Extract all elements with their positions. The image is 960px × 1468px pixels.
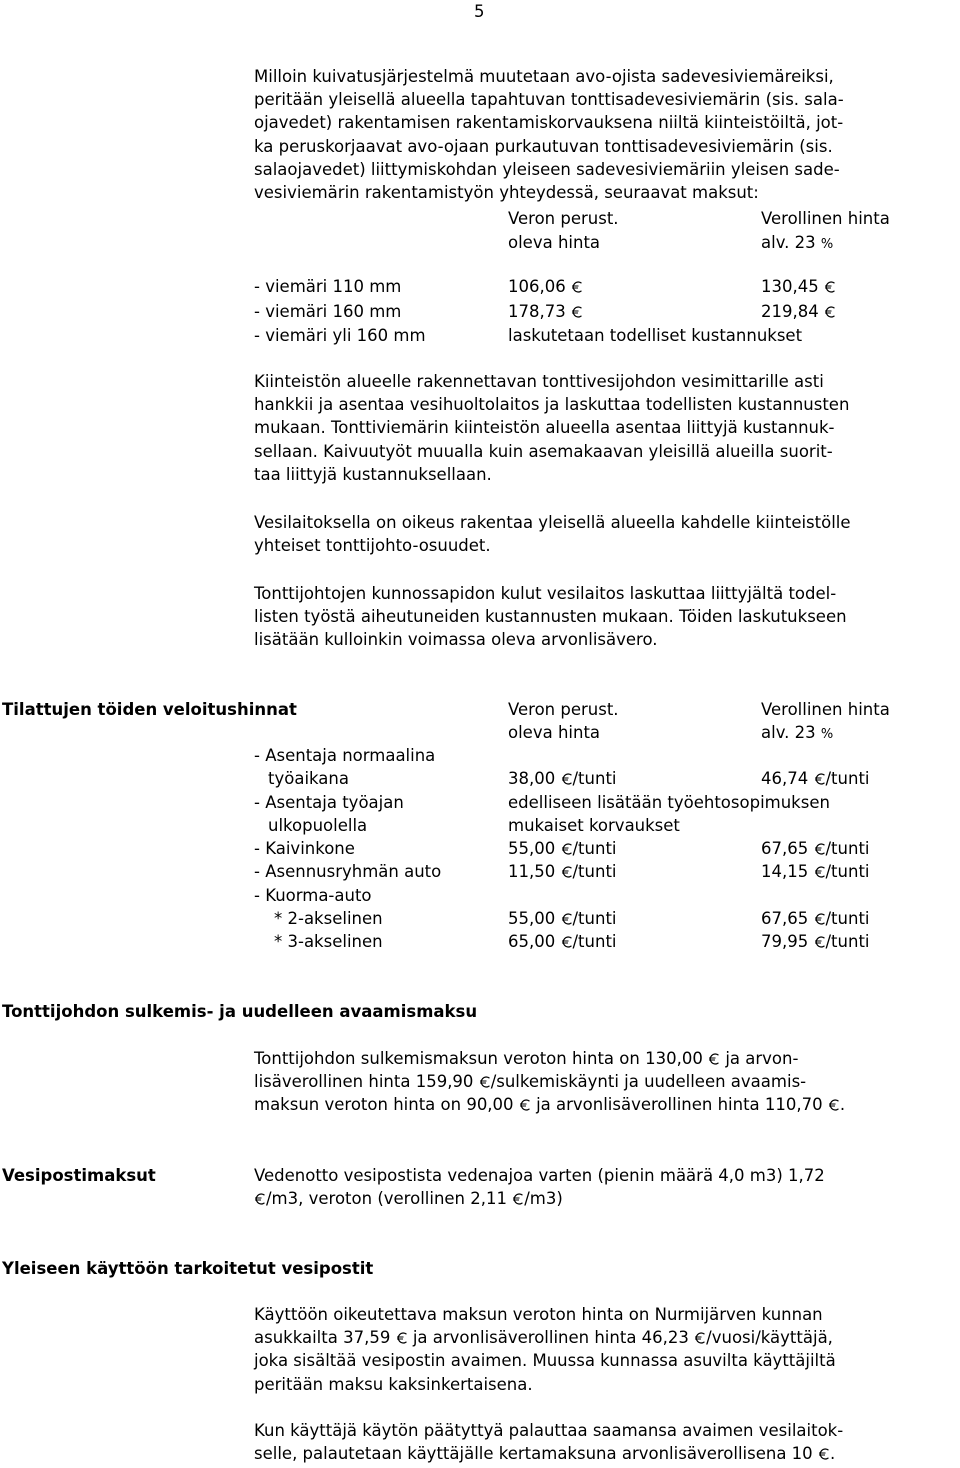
euro-sign-icon: [561, 866, 573, 878]
text-span: ja arvon-: [725, 1049, 799, 1068]
text-span: asukkailta 37,59: [254, 1328, 391, 1348]
row-label: ulkopuolella: [268, 816, 368, 835]
price-value: 38,00: [508, 769, 556, 788]
text-span: ja arvonlisäverollinen hinta 110,70: [536, 1095, 823, 1115]
euro-sign-icon: [694, 1332, 706, 1344]
column-header-vat: [761, 231, 833, 256]
price-net: [508, 907, 617, 930]
text-span: lisäverollinen hinta 159,90: [254, 1072, 474, 1092]
price-gross: [761, 275, 836, 298]
price-value: 55,00: [508, 839, 556, 858]
euro-sign-icon: [708, 1053, 720, 1065]
public-posts-paragraph-2: [254, 1419, 960, 1465]
text-span: /m3, veroton (verollinen 2,11: [266, 1189, 507, 1209]
euro-sign-icon: [479, 1076, 491, 1088]
price-value: 130,45: [761, 277, 819, 296]
shared-connection-paragraph: [254, 511, 960, 557]
text-line: sellaan. Kaivuutyöt muualla kuin asemakaavan yleisillä alueilla suorit-: [254, 441, 833, 461]
column-header-gross: Verollinen hinta: [761, 209, 890, 228]
section-heading: Tonttijohdon sulkemis- ja uudelleen avaamismaksu: [2, 1002, 478, 1021]
column-header-vat: [761, 721, 833, 746]
row-note: laskutetaan todelliset kustannukset: [508, 326, 803, 345]
text-span: /vuosi/käyttäjä,: [706, 1328, 833, 1348]
euro-sign-icon: [814, 913, 826, 925]
text-line: [254, 1326, 960, 1349]
water-post-paragraph: [254, 1164, 960, 1210]
price-value: 65,00: [508, 932, 556, 951]
page-number: 5: [474, 2, 485, 21]
unit-label: /tunti: [825, 862, 870, 881]
row-note: edelliseen lisätään työehtosopimuksen: [508, 793, 830, 812]
text-span: Tonttijohdon sulkemismaksun veroton hinta on 130,00: [254, 1049, 703, 1068]
text-line: Kiinteistön alueelle rakennettavan tonttivesijohdon vesimittarille asti: [254, 372, 824, 391]
row-label: - viemäri yli 160 mm: [254, 326, 426, 345]
price-value: 55,00: [508, 909, 556, 928]
text-line: [254, 1070, 960, 1093]
row-note: mukaiset korvaukset: [508, 816, 680, 835]
meter-paragraph: [254, 370, 960, 486]
euro-sign-icon: [254, 1193, 266, 1205]
text-span: .: [839, 1095, 846, 1115]
percent-sign: %: [820, 727, 834, 742]
text-span: selle, palautetaan käyttäjälle kertamaksuna arvonlisäverollisena 10: [254, 1444, 813, 1464]
text-span: /m3): [524, 1189, 563, 1209]
euro-sign-icon: [828, 1099, 840, 1111]
column-header-net-sub: oleva hinta: [508, 723, 601, 742]
row-label: * 3-akselinen: [274, 932, 383, 951]
euro-sign-icon: [396, 1332, 408, 1344]
text-line: yhteiset tonttijohto-osuudet.: [254, 536, 491, 556]
price-value: 46,74: [761, 769, 809, 788]
text-line: [254, 1442, 960, 1465]
vat-label: alv. 23: [761, 233, 816, 252]
unit-label: /tunti: [572, 769, 617, 788]
price-net: [508, 930, 617, 953]
closure-paragraph: [254, 1047, 960, 1117]
price-net: [508, 300, 583, 323]
section-heading: Vesipostimaksut: [2, 1166, 156, 1185]
price-value: 178,73: [508, 302, 566, 321]
text-span: /sulkemiskäynti ja uudelleen avaamis-: [490, 1072, 807, 1092]
unit-label: /tunti: [825, 839, 870, 858]
euro-sign-icon: [571, 281, 583, 293]
maintenance-paragraph: [254, 582, 960, 652]
section-heading: Tilattujen töiden veloitushinnat: [2, 700, 297, 719]
row-label: - viemäri 110 mm: [254, 277, 402, 296]
text-line: ojavedet) rakentamisen rakentamiskorvauksena niiltä kiinteistöiltä, jot-: [254, 113, 844, 133]
price-gross: [761, 837, 870, 860]
price-net: [508, 767, 617, 790]
unit-label: /tunti: [825, 769, 870, 788]
price-value: 219,84: [761, 302, 819, 321]
euro-sign-icon: [561, 936, 573, 948]
euro-sign-icon: [519, 1099, 531, 1111]
text-span: ja arvonlisäverollinen hinta 46,23: [412, 1328, 689, 1348]
euro-sign-icon: [561, 773, 573, 785]
price-value: 106,06: [508, 277, 566, 296]
text-line: [254, 1187, 960, 1210]
price-net: [508, 275, 583, 298]
price-value: 11,50: [508, 862, 556, 881]
unit-label: /tunti: [572, 932, 617, 951]
euro-sign-icon: [818, 1448, 830, 1460]
price-gross: [761, 767, 870, 790]
text-line: peritään maksu kaksinkertaisena.: [254, 1374, 533, 1394]
text-line: peritään yleisellä alueella tapahtuvan tonttisadevesiviemärin (sis. sala-: [254, 90, 844, 110]
euro-sign-icon: [814, 866, 826, 878]
unit-label: /tunti: [572, 909, 617, 928]
euro-sign-icon: [571, 306, 583, 318]
text-line: lisätään kulloinkin voimassa oleva arvonlisävero.: [254, 630, 658, 650]
euro-sign-icon: [824, 281, 836, 293]
price-value: 14,15: [761, 862, 809, 881]
euro-sign-icon: [814, 843, 826, 855]
text-line: vesiviemärin rakentamistyön yhteydessä, seuraavat maksut:: [254, 183, 759, 203]
text-line: [254, 1093, 960, 1116]
price-net: [508, 837, 617, 860]
text-line: Vesilaitoksella on oikeus rakentaa yleisellä alueella kahdelle kiinteistölle: [254, 513, 851, 532]
unit-label: /tunti: [825, 909, 870, 928]
public-posts-paragraph-1: [254, 1303, 960, 1396]
text-line: [254, 1047, 960, 1070]
price-value: 67,65: [761, 909, 809, 928]
text-line: listen työstä aiheutuneiden kustannusten mukaan. Töiden laskutukseen: [254, 607, 847, 627]
price-gross: [761, 930, 870, 953]
euro-sign-icon: [561, 843, 573, 855]
euro-sign-icon: [814, 773, 826, 785]
euro-sign-icon: [814, 936, 826, 948]
row-label: - Asennusryhmän auto: [254, 862, 442, 881]
text-line: taa liittyjä kustannuksellaan.: [254, 464, 492, 484]
text-line: Kun käyttäjä käytön päätyttyä palauttaa saamansa avaimen vesilaitok-: [254, 1421, 844, 1440]
section-heading: Yleiseen käyttöön tarkoitetut vesipostit: [2, 1259, 374, 1278]
price-value: 67,65: [761, 839, 809, 858]
column-header-net: Veron perust.: [508, 209, 619, 228]
row-label: * 2-akselinen: [274, 909, 383, 928]
row-label: - Kuorma-auto: [254, 886, 372, 905]
row-label: työaikana: [268, 769, 349, 788]
row-label: - Asentaja normaalina: [254, 746, 436, 765]
text-line: hankkii ja asentaa vesihuoltolaitos ja laskuttaa todellisten kustannusten: [254, 395, 850, 415]
text-line: joka sisältää vesipostin avaimen. Muussa kunnassa asuvilta käyttäjiltä: [254, 1351, 836, 1371]
row-label: - viemäri 160 mm: [254, 302, 402, 321]
price-gross: [761, 860, 870, 883]
column-header-net-sub: oleva hinta: [508, 233, 601, 252]
euro-sign-icon: [512, 1193, 524, 1205]
row-label: - Kaivinkone: [254, 839, 355, 858]
text-line: mukaan. Tonttiviemärin kiinteistön alueella asentaa liittyjä kustannuk-: [254, 418, 835, 438]
price-value: 79,95: [761, 932, 809, 951]
price-gross: [761, 300, 836, 323]
unit-label: /tunti: [572, 862, 617, 881]
row-label: - Asentaja työajan: [254, 793, 404, 812]
price-gross: [761, 907, 870, 930]
text-line: Käyttöön oikeutettava maksun veroton hinta on Nurmijärven kunnan: [254, 1305, 823, 1324]
euro-sign-icon: [561, 913, 573, 925]
intro-paragraph: [254, 65, 960, 204]
vat-label: alv. 23: [761, 723, 816, 742]
text-line: Tonttijohtojen kunnossapidon kulut vesilaitos laskuttaa liittyjältä todel-: [254, 584, 837, 603]
text-line: ka peruskorjaavat avo-ojaan purkautuvan tonttisadevesiviemärin (sis.: [254, 136, 833, 156]
unit-label: /tunti: [572, 839, 617, 858]
price-net: [508, 860, 617, 883]
column-header-gross: Verollinen hinta: [761, 700, 890, 719]
column-header-net: Veron perust.: [508, 700, 619, 719]
euro-sign-icon: [824, 306, 836, 318]
text-span: maksun veroton hinta on 90,00: [254, 1095, 514, 1115]
text-line: Vedenotto vesipostista vedenajoa varten (pienin määrä 4,0 m3) 1,72: [254, 1166, 825, 1185]
text-line: Milloin kuivatusjärjestelmä muutetaan avo-ojista sadevesiviemäreiksi,: [254, 67, 834, 86]
unit-label: /tunti: [825, 932, 870, 951]
text-line: salaojavedet) liittymiskohdan yleiseen sadevesiviemäriin yleisen sade-: [254, 159, 840, 179]
text-span: .: [829, 1444, 836, 1464]
percent-sign: %: [820, 237, 834, 252]
